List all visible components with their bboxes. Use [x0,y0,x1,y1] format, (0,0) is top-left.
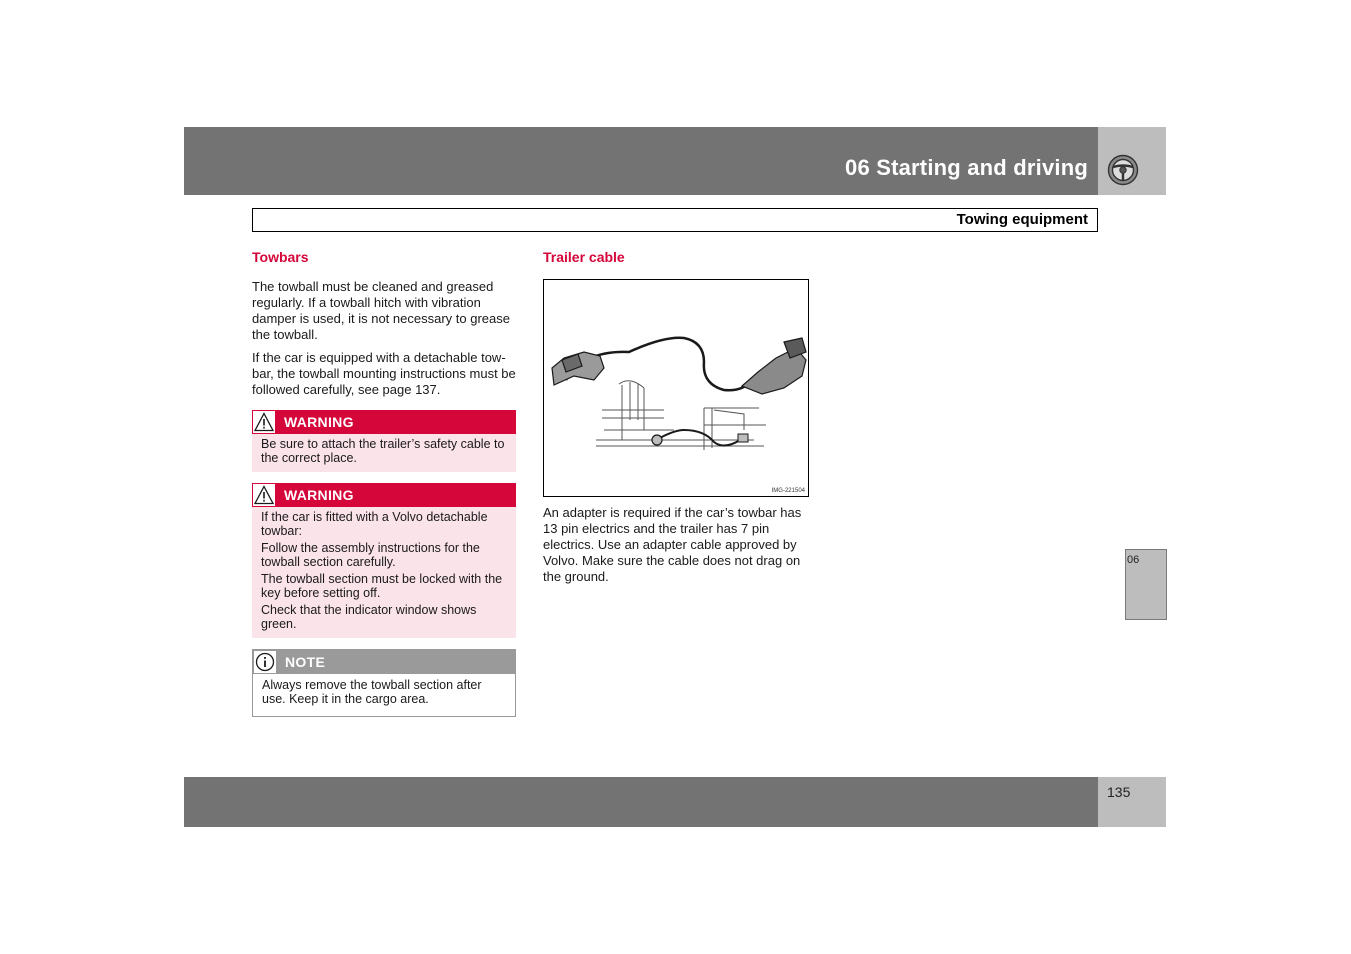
chapter-title: 06 Starting and driving [845,155,1088,180]
towbars-heading: Towbars [252,249,309,265]
trailer-cable-column [543,249,809,592]
trailer-cable-paragraph: An adapter is required if the car’s towbar has 13 pin electrics and the trailer has 7 pin electrics. Use an adapter cable approved by Volvo. Make sure the cable does not drag on the ground. [543,505,802,584]
trailer-cable-illustration [543,279,809,497]
warning-text: The towball section must be locked with the key before setting off. [261,572,503,600]
warning-callout-2 [252,483,516,638]
chapter-tab-label: 06 [1127,554,1140,566]
warning-text: Follow the assembly instructions for the towball section carefully. [261,541,480,569]
towbars-column [252,249,516,728]
warning-text: Check that the indicator window shows green. [261,603,477,631]
towbars-paragraph-2: If the car is equipped with a detachable tow-bar, the towball mounting instructions must be followed carefully, see page 137. [252,350,516,397]
chapter-header-bar [184,127,1098,195]
warning-triangle-icon [253,411,275,433]
warning-header [252,410,516,434]
page-number: 135 [1107,784,1131,800]
info-icon [254,651,276,673]
footer-bar [184,777,1098,827]
section-title-box [252,208,1098,232]
note-callout [252,649,516,717]
note-text: Always remove the towball section after use. Keep it in the cargo area. [262,678,482,706]
towbars-paragraph-1: The towball must be cleaned and greased regularly. If a towball hitch with vibration damper is used, it is not necessary to grease the towball. [252,279,510,342]
warning-body [252,507,516,638]
steering-wheel-icon [1107,154,1139,186]
chapter-icon-box [1098,127,1166,195]
warning-text: If the car is fitted with a Volvo detachable towbar: [261,510,488,538]
note-body [253,674,515,716]
note-header [253,650,515,674]
trailer-cable-drawing [544,280,808,496]
warning-label: WARNING [284,414,354,430]
chapter-side-tab [1125,549,1167,620]
warning-text: Be sure to attach the trailer’s safety cable to the correct place. [261,437,505,465]
figure-code: IMG-221504 [771,488,805,494]
page-number-box [1098,777,1166,827]
warning-header [252,483,516,507]
trailer-cable-heading: Trailer cable [543,249,625,265]
warning-label: WARNING [284,487,354,503]
warning-triangle-icon [253,484,275,506]
note-label: NOTE [285,654,326,670]
warning-body [252,434,516,472]
section-title: Towing equipment [956,211,1088,228]
warning-callout-1 [252,410,516,472]
